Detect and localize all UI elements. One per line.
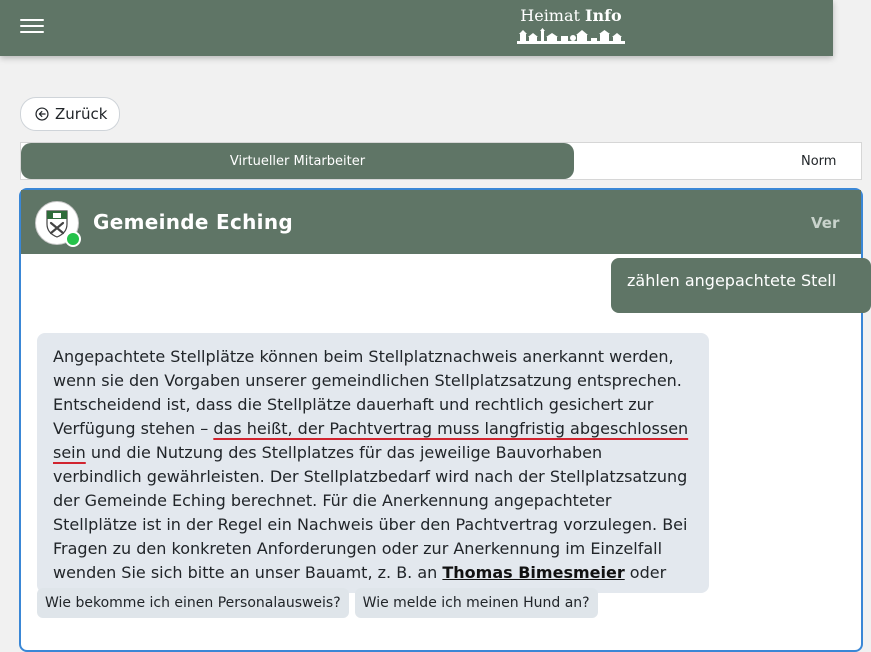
bot-message-highlight: das heißt, der Pachtvertrag muss langfristig abgeschlossen sein: [53, 419, 689, 462]
bot-message-bubble: [37, 333, 709, 593]
chat-window: [19, 188, 863, 652]
chat-header-right-text: Ver: [811, 214, 840, 232]
tab-normal-label: Norm: [801, 153, 837, 169]
online-status-indicator: [65, 231, 81, 247]
back-button[interactable]: [20, 97, 120, 131]
suggestion-chips: [37, 588, 598, 620]
bot-message-text: [53, 345, 693, 585]
suggestion-chip-id-card[interactable]: Wie bekomme ich einen Personalausweis?: [37, 588, 349, 618]
brand-title: [500, 6, 642, 26]
tab-virtual-employee[interactable]: [21, 143, 574, 179]
chat-org-name: Gemeinde Eching: [93, 210, 293, 234]
brand-logo[interactable]: [500, 6, 642, 44]
bot-message-part3: oder: [624, 563, 667, 582]
contact-link[interactable]: Thomas Bimesmeier: [442, 563, 625, 582]
arrow-left-circle-icon: [35, 107, 49, 121]
tab-virtual-employee-label: Virtueller Mitarbeiter: [229, 153, 366, 169]
mode-switcher: [20, 142, 862, 180]
brand-title-part1: Heimat: [520, 6, 580, 25]
brand-title-part2: Info: [585, 6, 622, 25]
hamburger-menu-icon[interactable]: [20, 15, 44, 35]
back-button-label: Zurück: [55, 105, 108, 123]
bot-message-part2: und die Nutzung des Stellplatzes für das jeweilige Bauvorhaben verbindlich gewährleisten. Der Stellplatzbedarf wird nach der Stellplatzsatzung der Gemeinde Eching berechnet. Für die Anerkennung angepachteter Stellplätze ist in der Regel ein Nachweis über den Pachtvertrag vorzulegen. Bei Fragen zu den konkreten Anforderungen oder zur Anerkennung im Einzelfall wenden Sie sich bitte an unser Bauamt, z. B. an: [53, 443, 688, 582]
village-skyline-icon: [517, 28, 625, 44]
bot-message-part1: Angepachtete Stellplätze können beim Stellplatznachweis anerkannt werden, wenn sie den Vorgaben unserer gemeindlichen Stellplatzsatzung entsprechen. Entscheidend ist, dass die Stellplätze dauerhaft und rechtlich gesichert zur Verfügung stehen –: [53, 347, 682, 438]
top-navbar: [0, 0, 833, 56]
chat-header: [21, 190, 861, 254]
user-message-text: zählen angepachtete Stell: [627, 271, 837, 290]
suggestion-chip-dog-registration[interactable]: Wie melde ich meinen Hund an?: [355, 588, 598, 618]
tab-normal[interactable]: [801, 143, 836, 179]
user-message-bubble: [611, 258, 871, 313]
